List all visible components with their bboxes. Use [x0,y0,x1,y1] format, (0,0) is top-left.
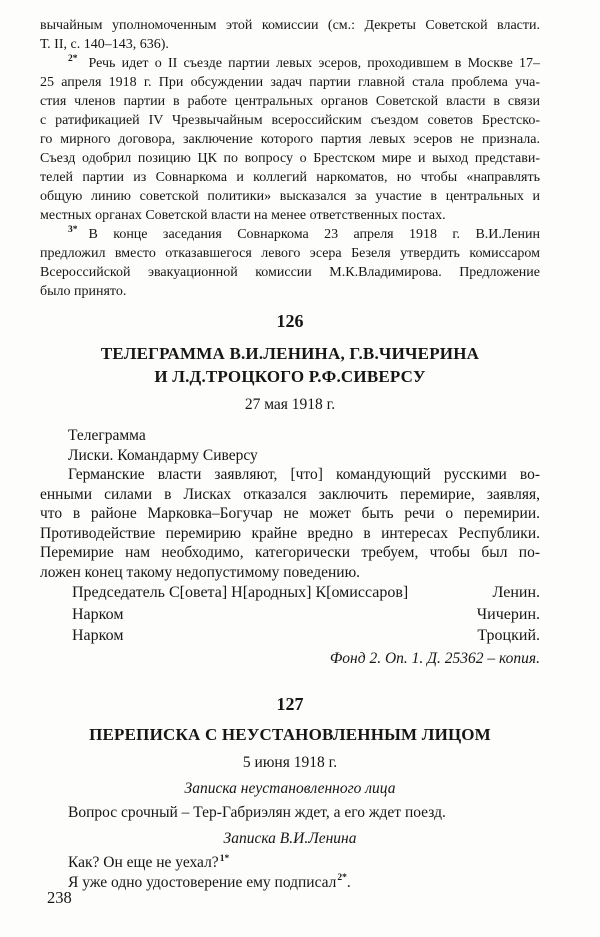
note-text [40,853,540,873]
signature-row [40,625,540,647]
text-line: Всероссийской эвакуационной комиссии М.К.Владимирова. Предложение [40,265,540,280]
telegram-label: Телеграмма [68,427,146,444]
note-text: Вопрос срочный – Тер-Габриэлян ждет, а его ждет поезд. [68,803,446,821]
footnote-marker: 3* [68,225,78,236]
signature-row [40,582,540,604]
archive-reference: Фонд 2. Оп. 1. Д. 25362 – копия. [329,649,540,667]
footnote-3 [40,225,540,301]
document-title-line2: И Л.Д.ТРОЦКОГО Р.Ф.СИВЕРСУ [154,367,426,386]
signature-title: Нарком [72,605,124,623]
text-line: предложил вместо отказавшегося левого эсера Безеля утвердить комиссаром [40,246,540,261]
footnotes-section [40,16,540,301]
footnote-first-line [40,54,540,73]
note-text-span: Как? Он еще не уехал? [68,854,219,871]
text-line: Противодействие перемирию крайне вредно в интересах Республики. [40,524,540,542]
text-line: Т. II, с. 140–143, 636). [40,37,169,52]
signature-name: Троцкий. [477,627,540,644]
signature-name: Чичерин. [476,605,540,623]
document-126 [40,310,540,669]
document-title-line1: ПЕРЕПИСКА С НЕУСТАНОВЛЕННЫМ ЛИЦОМ [89,724,491,744]
telegram-address: Лиски. Командарму Сиверсу [68,446,258,464]
footnote-ref-sup: 1* [219,853,230,864]
text-line: го мирного договора, заключение которого партия левых эсеров не признала. [40,132,540,147]
text-line: было принято. [40,284,127,299]
document-title [40,342,540,388]
note-text-span: . [346,873,351,891]
signature-title: Нарком [72,627,124,644]
footnote-first-line [40,225,540,244]
text-line: стия членов партии в работе центральных органов Советской власти в связи [40,94,540,109]
document-title [40,723,540,746]
footnote-ref-sup: 2* [337,873,347,884]
document-date: 5 июня 1918 г. [242,753,338,771]
document-127 [40,693,540,893]
footnote-text: В конце заседания Совнаркома 23 апреля 1918 г. В.И.Ленин [88,227,540,242]
document-date: 27 мая 1918 г. [244,396,336,413]
footnote-2 [40,54,540,225]
text-line: енными силами в Лисках отказался заключить перемирие, заявляя, [40,485,540,503]
signature-name: Ленин. [492,584,540,601]
footnote-text: Речь идет о II съезде партии левых эсеров, проходившем в Москве 17– [88,56,540,71]
note-author-heading: Записка неустановленного лица [184,779,396,797]
text-line: Германские власти заявляют, [что] командующий русскими во- [68,466,540,483]
note-text-span: Я уже одно удостоверение ему подписал [68,873,337,891]
text-line: Перемирие нам необходимо, категорически требуем, чтобы был по- [40,544,540,561]
text-line: с ратификацией IV Чрезвычайным всероссийским съездом советов Брестско- [40,113,540,128]
document-title-line1: ТЕЛЕГРАММА В.И.ЛЕНИНА, Г.В.ЧИЧЕРИНА [100,344,480,363]
document-number: 126 [276,311,304,331]
telegram-body [40,465,540,582]
note-text [40,873,540,893]
signature-title: Председатель С[овета] Н[ародных] К[омиссаров] [72,584,409,601]
text-line: ложен конец такому недопустимому поведению. [40,563,361,581]
text-line: местных органах Советской власти на менее ответственных постах. [40,208,446,223]
text-line: что в районе Марковка–Богучар не может быть речи о перемирии. [40,505,540,522]
text-line: 25 апреля 1918 г. При обсуждении задач партии главной стала проблема уча- [40,75,540,90]
text-line: общую линию советской политики» высказался за участие в центральных и [40,189,540,204]
signature-row [40,604,540,626]
text-line: вычайным уполномоченным этой комиссии (см.: Декреты Советской власти. [40,18,540,33]
text-line: Съезд одобрил позицию ЦК по вопросу о Брестском мире и выход представи- [40,151,540,166]
footnote-continuation [40,16,540,54]
document-number: 127 [276,693,304,714]
page-number: 238 [47,888,72,907]
text-line: телей партии из Совнаркома и коллегий наркоматов, но чтобы «направлять [40,170,540,185]
note-author-heading: Записка В.И.Ленина [223,830,357,847]
footnote-marker: 2* [68,54,78,65]
